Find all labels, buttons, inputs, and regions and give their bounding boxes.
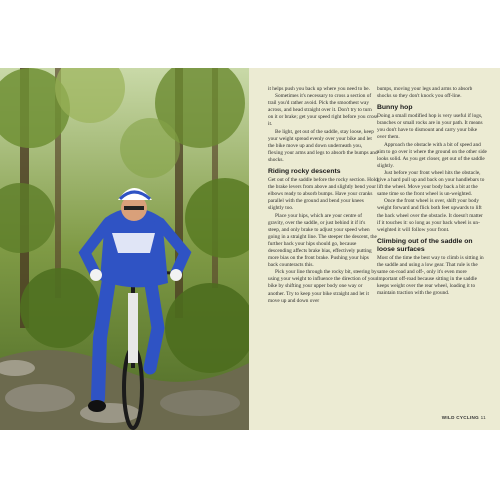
paragraph: Most of the time the best way to climb is sitting in the saddle and using a low gear. That rule is the same on-road and off-, only it's even more important off-road because sitting in the saddle keeps weight over the rear wheel, loading it to maintain traction with the ground. [377, 254, 484, 297]
paragraph: Pick your line through the rocky bit, steering by using your weight to influence the direction of your bike by shifting your upper body one way or another. Try to keep your bike straight and let it move up and down over [268, 269, 378, 304]
text-page [249, 68, 500, 430]
cyclist-illustration [0, 68, 249, 430]
paragraph: Be light, get out of the saddle, stay loose, keep your weight spread evenly over your bike and let the bike move up and down underneath you, flexing your arms and legs to absorb the bumps and shocks. [268, 128, 378, 163]
cyclist-photo [0, 68, 249, 430]
page-footer [442, 415, 486, 420]
paragraph: bumps, moving your legs and arms to absorb shocks so they don't knock you off-line. [377, 86, 473, 100]
paragraph: Once the front wheel is over, shift your body weight forward and flick both feet upwards to lift the back wheel over the obstacle. It doesn't matter if it touches it: so long as your back wheel is un-weighted it will follow your front. [377, 198, 483, 233]
text-column-right [377, 86, 487, 297]
paragraph: Sometimes it's necessary to cross a section of trail you'd rather avoid. Pick the smoothest way across, and head straight over it. Don't try to turn on it or brake; get your speed right before you cross it. [268, 93, 378, 128]
paragraph: Doing a small modified hop is very useful if logs, branches or small rocks are in your path. It means you don't have to dismount and carry your bike over them. [377, 113, 483, 141]
running-footer-section: WILD CYCLING [441, 415, 480, 420]
paragraph: Place your hips, which are your centre of gravity, over the saddle, or just behind it if it's steep, and only brake to adjust your speed when going in a straight line. The steeper the descent, the further back your hips should go, because descending affects brake bias, effectively putting more bias on the front brake. Pushing your hips back counteracts this. [268, 212, 377, 269]
paragraph: Approach the obstacle with a bit of speed and aim to go over it where the ground on the other side looks solid. As you get closer, get out of the saddle slightly. [377, 141, 487, 169]
section-heading: Bunny hop [377, 104, 413, 112]
section-heading: Climbing out of the saddle on loose surfaces [377, 237, 473, 253]
text-column-left [268, 86, 378, 305]
page-number: 11 [480, 415, 486, 420]
section-heading: Riding rocky descents [268, 168, 341, 176]
book-spread [0, 68, 500, 430]
paragraph: Get out of the saddle before the rocky section. Hold the brake levers from above and slightly bend your elbows ready to absorb bumps. Have your cranks parallel with the ground and bend your knees slightly too. [268, 177, 378, 212]
paragraph: it helps push you back up where you need to be. [268, 86, 370, 92]
paragraph: Just before your front wheel hits the obstacle, give a hard pull up and back on your handlebars to lift the wheel. Move your body back a bit at the same time so the front wheel is un-weighted. [377, 169, 485, 198]
